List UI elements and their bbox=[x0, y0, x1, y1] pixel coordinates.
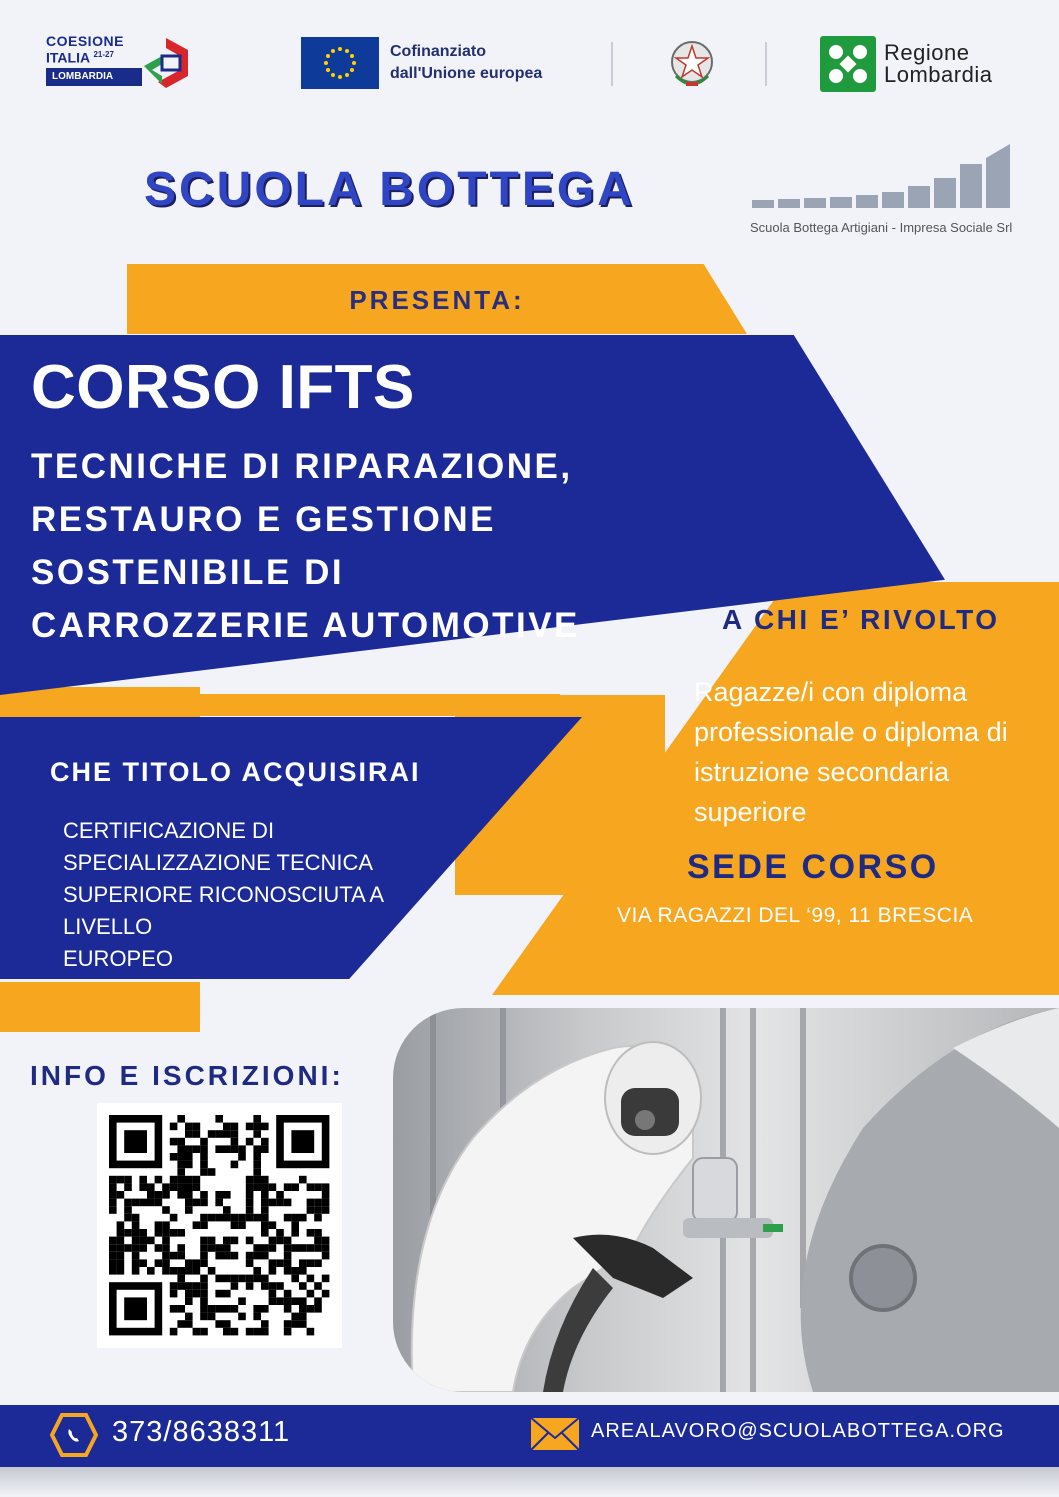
course-subtitle: TECNICHE DI RIPARAZIONE, RESTAURO E GESTIONE SOSTENIBILE DI CARROZZERIE AUTOMOTIVE bbox=[31, 447, 580, 645]
coesione-arrow-icon bbox=[138, 36, 194, 92]
logo-caption: Scuola Bottega Artigiani - Impresa Sociale Srl bbox=[750, 220, 1013, 235]
bottom-shadow bbox=[0, 1467, 1059, 1497]
orange-strip-bottom bbox=[0, 982, 200, 1032]
coesione-line2: ITALIA $^{21-27}$ bbox=[46, 49, 114, 66]
qualification-body: CERTIFICAZIONE DI SPECIALIZZAZIONE TECNICA SUPERIORE RICONOSCIUTA A LIVELLO EUROPEO bbox=[63, 818, 385, 971]
qr-code[interactable] bbox=[97, 1103, 342, 1348]
bars-logo-icon bbox=[750, 142, 1012, 214]
spray-painter-photo bbox=[393, 1008, 1059, 1392]
regione-lombardia-text: Regione Lombardia bbox=[884, 40, 993, 87]
location-address: VIA RAGAZZI DEL ‘99, 11 BRESCIA bbox=[617, 904, 974, 927]
qr-finder-pattern bbox=[113, 1119, 159, 1165]
logo-divider bbox=[611, 42, 613, 86]
qr-finder-pattern bbox=[280, 1119, 326, 1165]
logo-divider bbox=[765, 42, 767, 86]
eu-cofinanced-logo bbox=[301, 37, 591, 91]
target-heading: A CHI E’ RIVOLTO bbox=[722, 604, 1000, 635]
italian-emblem-icon bbox=[668, 36, 716, 90]
phone-number[interactable]: 373/8638311 bbox=[112, 1416, 291, 1448]
qr-finder-pattern bbox=[113, 1286, 159, 1332]
qualification-heading: CHE TITOLO ACQUISIRAI bbox=[50, 757, 421, 787]
coesione-region: LOMBARDIA bbox=[46, 68, 142, 86]
mail-icon bbox=[529, 1416, 581, 1452]
scuola-bottega-logo bbox=[750, 142, 1012, 237]
orange-strip bbox=[0, 687, 200, 719]
phone-icon bbox=[50, 1413, 98, 1457]
eu-text: Cofinanziato dall'Unione europea bbox=[390, 43, 543, 82]
eu-flag-icon bbox=[301, 37, 379, 89]
presenta-label: PRESENTA: bbox=[349, 285, 525, 315]
coesione-line1: COESIONE bbox=[46, 33, 124, 49]
email-address[interactable]: AREALAVORO@SCUOLABOTTEGA.ORG bbox=[591, 1420, 1005, 1442]
location-heading: SEDE CORSO bbox=[687, 848, 939, 886]
course-title: CORSO IFTS bbox=[31, 353, 415, 422]
brand-title: SCUOLA BOTTEGA bbox=[144, 163, 635, 216]
regione-lombardia-logo bbox=[820, 36, 1020, 92]
info-heading: INFO E ISCRIZIONI: bbox=[30, 1060, 344, 1091]
coesione-italia-logo bbox=[46, 34, 196, 92]
target-body: Ragazze/i con diploma professionale o diploma di istruzione secondaria superiore bbox=[694, 677, 1008, 827]
regione-lombardia-icon bbox=[820, 36, 876, 92]
